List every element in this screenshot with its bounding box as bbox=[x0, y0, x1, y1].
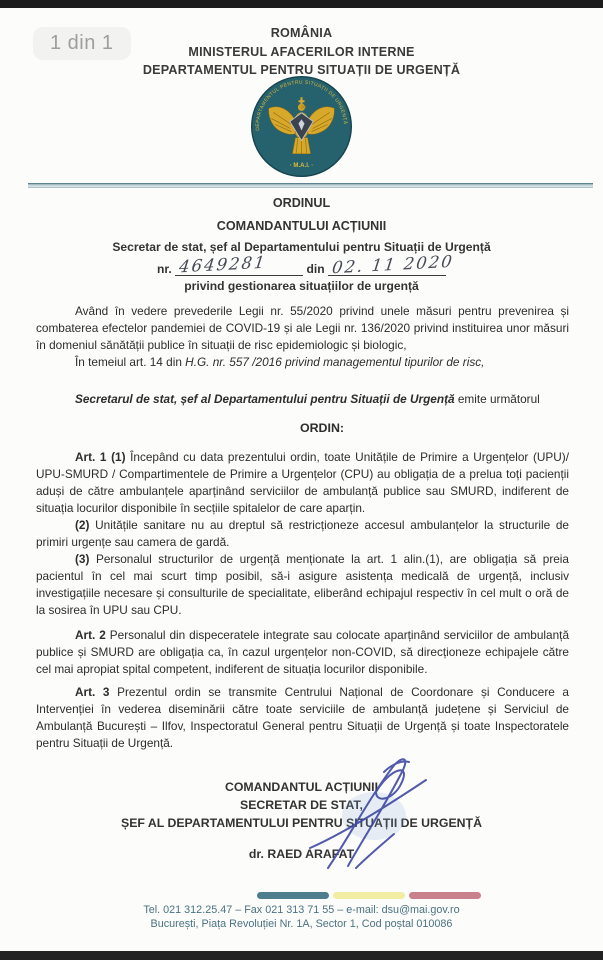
article-1-3-lead: (3) bbox=[75, 552, 90, 566]
document-header bbox=[0, 24, 603, 80]
preamble-p2-prefix: În temeiul art. 14 din bbox=[75, 355, 186, 369]
signer-role-1: COMANDANTUL ACȚIUNII bbox=[224, 780, 378, 794]
article-3-lead: Art. 3 bbox=[75, 685, 110, 699]
order-subtitle: COMANDANTULUI ACȚIUNII bbox=[216, 219, 387, 233]
flag-segment-red bbox=[409, 892, 481, 899]
signer-name: dr. RAED ARAFAT bbox=[248, 847, 355, 861]
issuer-emphasis: Secretarul de stat, șef al Departamentului pentru Situații de Urgență bbox=[75, 392, 455, 406]
article-3-text: Prezentul ordin se transmite Centrului Național de Coordonare și Conducere a Intervenției în vederea diseminării către toate serviciile de ambulanță județene și Serviciul de Ambulanță București – Ilfov, Inspectoratul General pentru Situații de Urgență și toate Inspectoratele pentru Situații de Urgență. bbox=[36, 685, 569, 750]
flag-segment-yellow bbox=[333, 892, 405, 899]
dsu-emblem-seal bbox=[251, 76, 352, 177]
signature-block bbox=[0, 778, 603, 863]
article-3 bbox=[36, 684, 569, 752]
order-title: ORDINUL bbox=[272, 196, 331, 210]
order-number-blank bbox=[175, 252, 303, 277]
nr-label: nr. bbox=[156, 262, 172, 276]
article-1-3-text: Personalul structurilor de urgență menționate la art. 1 alin.(1), are obligația să preia pacientul în cel mai scurt timp posibil, să-i asigure asistența medicală de urgență, inclusiv investigațiile necesare și consulturile de specialitate, eliberând echipajul respectiv în cel mult o oră de la sosirea în UPU sau CPU. bbox=[36, 552, 569, 617]
issuer-line: Secretar de stat, șef al Departamentului pentru Situații de Urgență bbox=[112, 240, 491, 254]
article-2-text: Personalul din dispeceratele integrate sau colocate aparținând serviciilor de ambulanță publice și SMURD are obligația ca, în cazul urgențelor non-COVID, să direcționeze echipajele către cel mai apropiat spital competent, indiferent de situația locurilor disponibile. bbox=[36, 628, 570, 676]
emblem-mai-text: · M.A.I. · bbox=[289, 162, 314, 169]
article-1-1 bbox=[36, 449, 569, 517]
preamble-paragraph-1: Având în vedere prevederile Legii nr. 55/2020 privind unele măsuri pentru prevenirea și combaterea efectelor pandemiei de COVID-19 și ale Legii nr. 136/2020 privind instituirea unor măsuri în domeniul sănătății publice în situații de risc epidemiologic și biologic, bbox=[36, 304, 569, 352]
order-number-line bbox=[0, 251, 603, 278]
flag-segment-blue bbox=[257, 892, 329, 899]
order-title-block bbox=[0, 196, 603, 293]
handwritten-order-number: 4649281 bbox=[178, 252, 268, 277]
preamble-paragraph-2 bbox=[36, 354, 569, 371]
emblem-ring-text: DEPARTAMENTUL PENTRU SITUAȚII DE URGENȚĂ bbox=[256, 80, 347, 131]
preamble-p2-legal-ref: H.G. nr. 557 /2016 privind managementul tipurilor de risc, bbox=[185, 355, 485, 369]
document-footer bbox=[0, 904, 603, 932]
order-date-blank bbox=[328, 251, 455, 278]
article-1-2-lead: (2) bbox=[75, 518, 90, 532]
preamble-p3-rest: emite următorul bbox=[454, 392, 540, 406]
header-country: ROMÂNIA bbox=[270, 26, 333, 40]
header-divider-rule bbox=[28, 183, 593, 188]
order-heading: ORDIN: bbox=[299, 421, 345, 435]
order-subject: privind gestionarea situațiilor de urgență bbox=[184, 279, 419, 293]
article-1-3 bbox=[36, 551, 569, 619]
article-1-1-text: Începând cu data prezentului ordin, toate Unitățile de Primire a Urgențelor (UPU)/ UPU-SMURD / Compartimentele de Primire a Urgențelor (CPU) au obligația de a prelua toți pacienții aduși de către ambulanțele aparținând serviciilor de ambulanță publice sau SMURD, indiferent de situația locurilor disponibile în secțiile spitalelor de care aparțin. bbox=[36, 450, 569, 515]
document-body bbox=[36, 303, 569, 752]
signer-role-3: ȘEF AL DEPARTAMENTULUI PENTRU SITUAȚII DE URGENȚĂ bbox=[121, 816, 482, 830]
article-1-2-text: Unitățile sanitare nu au dreptul să restricționeze accesul ambulanțelor la structurile de primiri urgențe sau camera de gardă. bbox=[36, 518, 569, 549]
footer-address-line: București, Piața Revoluției Nr. 1A, Sector 1, Cod poștal 010086 bbox=[150, 917, 453, 930]
handwritten-order-date: 02. 11 2020 bbox=[331, 251, 455, 278]
header-ministry: MINISTERUL AFACERILOR INTERNE bbox=[188, 44, 415, 59]
article-1-1-lead: Art. 1 (1) bbox=[75, 450, 126, 464]
article-1-2 bbox=[36, 517, 569, 551]
din-label: din bbox=[306, 262, 325, 276]
preamble-paragraph-3 bbox=[36, 391, 569, 408]
footer-contact-line: Tel. 021 312.25.47 – Fax 021 313 71 55 – e-mail: dsu@mai.gov.ro bbox=[143, 904, 460, 916]
article-2-lead: Art. 2 bbox=[75, 628, 106, 642]
page-indicator-badge: 1 din 1 bbox=[33, 27, 131, 60]
bottom-black-bar bbox=[0, 951, 603, 960]
signer-role-2: SECRETAR DE STAT, bbox=[240, 798, 363, 812]
header-department: DEPARTAMENTUL PENTRU SITUAȚII DE URGENȚĂ bbox=[142, 63, 461, 77]
romanian-flag-divider bbox=[257, 892, 481, 899]
top-black-bar bbox=[0, 0, 603, 8]
article-2 bbox=[36, 627, 569, 678]
